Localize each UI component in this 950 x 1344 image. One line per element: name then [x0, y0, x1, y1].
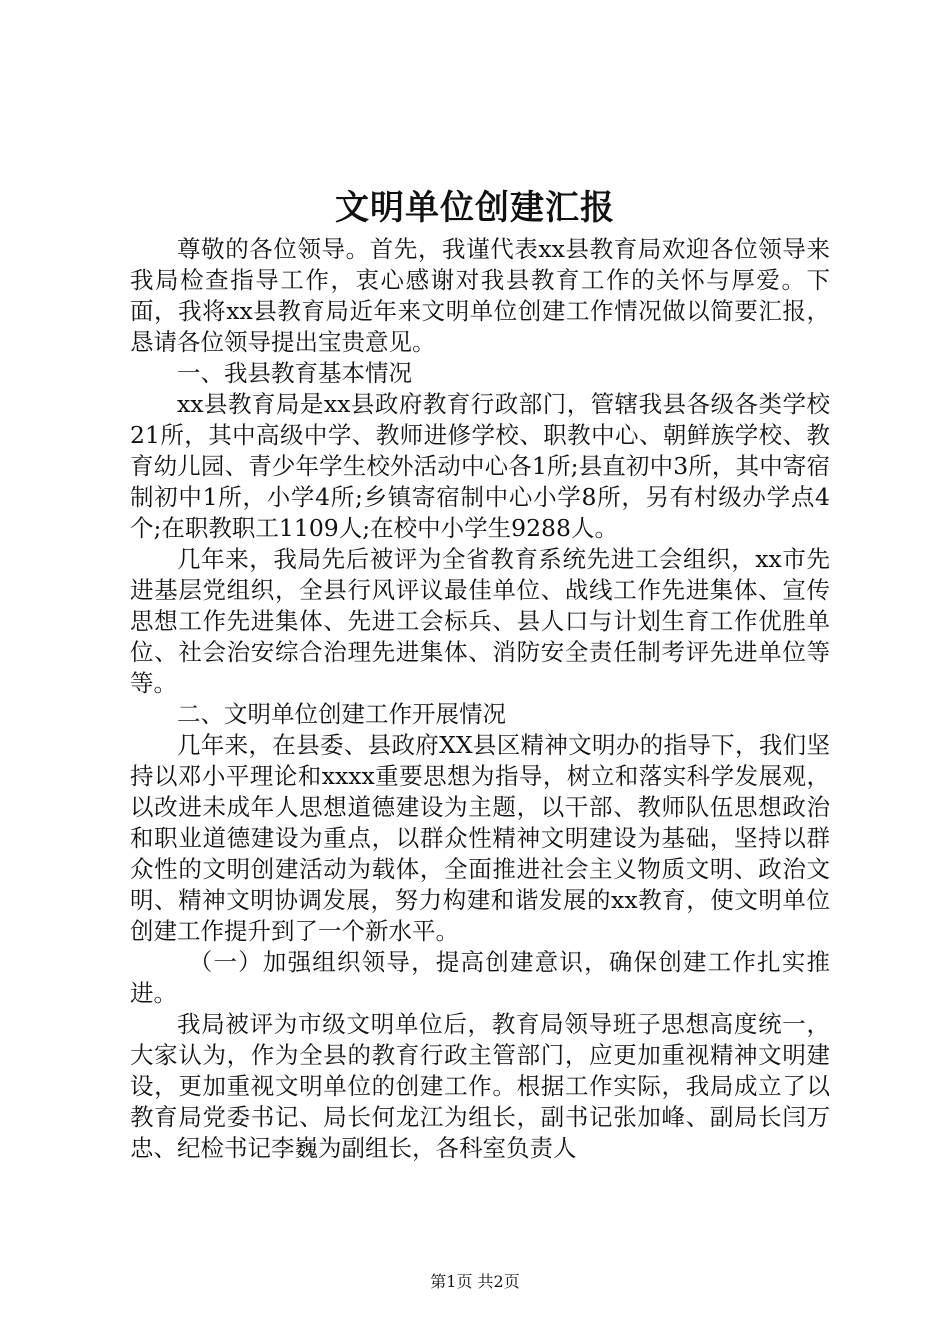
section-heading-1: 一、我县教育基本情况: [177, 359, 412, 387]
document-title: 文明单位创建汇报: [335, 188, 615, 228]
page-footer: 第1页 共2页: [430, 1272, 520, 1291]
paragraph-honors: 几年来，我局先后被评为全省教育系统先进工会组织，xx市先进基层党组织，全县行风评议最佳单位、战线工作先进集体、宣传思想工作先进集体、先进工会标兵、县人口与计划生育工作优胜单位、社会治安综合治理先进集体、消防安全责任制考评先进单位等等。: [130, 545, 830, 697]
paragraph-basic-info: xx县教育局是xx县政府教育行政部门，管辖我县各级各类学校21所，其中高级中学、教师进修学校、职教中心、朝鲜族学校、教育幼儿园、青少年学生校外活动中心各1所;县直初中3所，其中寄宿制初中1所，小学4所;乡镇寄宿制中心小学8所，另有村级办学点4个;在职教职工1109人;在校中小学生9288人。: [130, 390, 830, 542]
document-body: [130, 234, 830, 1164]
subsection-heading-1: （一）加强组织领导，提高创建意识，确保创建工作扎实推进。: [130, 948, 830, 1007]
section-heading-2: 二、文明单位创建工作开展情况: [177, 700, 506, 728]
paragraph-leadership: 我局被评为市级文明单位后，教育局领导班子思想高度统一，大家认为，作为全县的教育行政主管部门，应更加重视精神文明建设，更加重视文明单位的创建工作。根据工作实际，我局成立了以教育局党委书记、局长何龙江为组长，副书记张加峰、副局长闫万忠、纪检书记李巍为副组长，各科室负责人: [130, 1010, 830, 1162]
paragraph-guidance: 几年来，在县委、县政府XX县区精神文明办的指导下，我们坚持以邓小平理论和xxxx重要思想为指导，树立和落实科学发展观，以改进未成年人思想道德建设为主题，以干部、教师队伍思想政治和职业道德建设为重点，以群众性精神文明建设为基础，坚持以群众性的文明创建活动为载体，全面推进社会主义物质文明、政治文明、精神文明协调发展，努力构建和谐发展的xx教育，使文明单位创建工作提升到了一个新水平。: [130, 731, 830, 945]
paragraph-greeting: 尊敬的各位领导。首先，我谨代表xx县教育局欢迎各位领导来我局检查指导工作，衷心感谢对我县教育工作的关怀与厚爱。下面，我将xx县教育局近年来文明单位创建工作情况做以简要汇报，恳请各位领导提出宝贵意见。: [130, 235, 830, 356]
